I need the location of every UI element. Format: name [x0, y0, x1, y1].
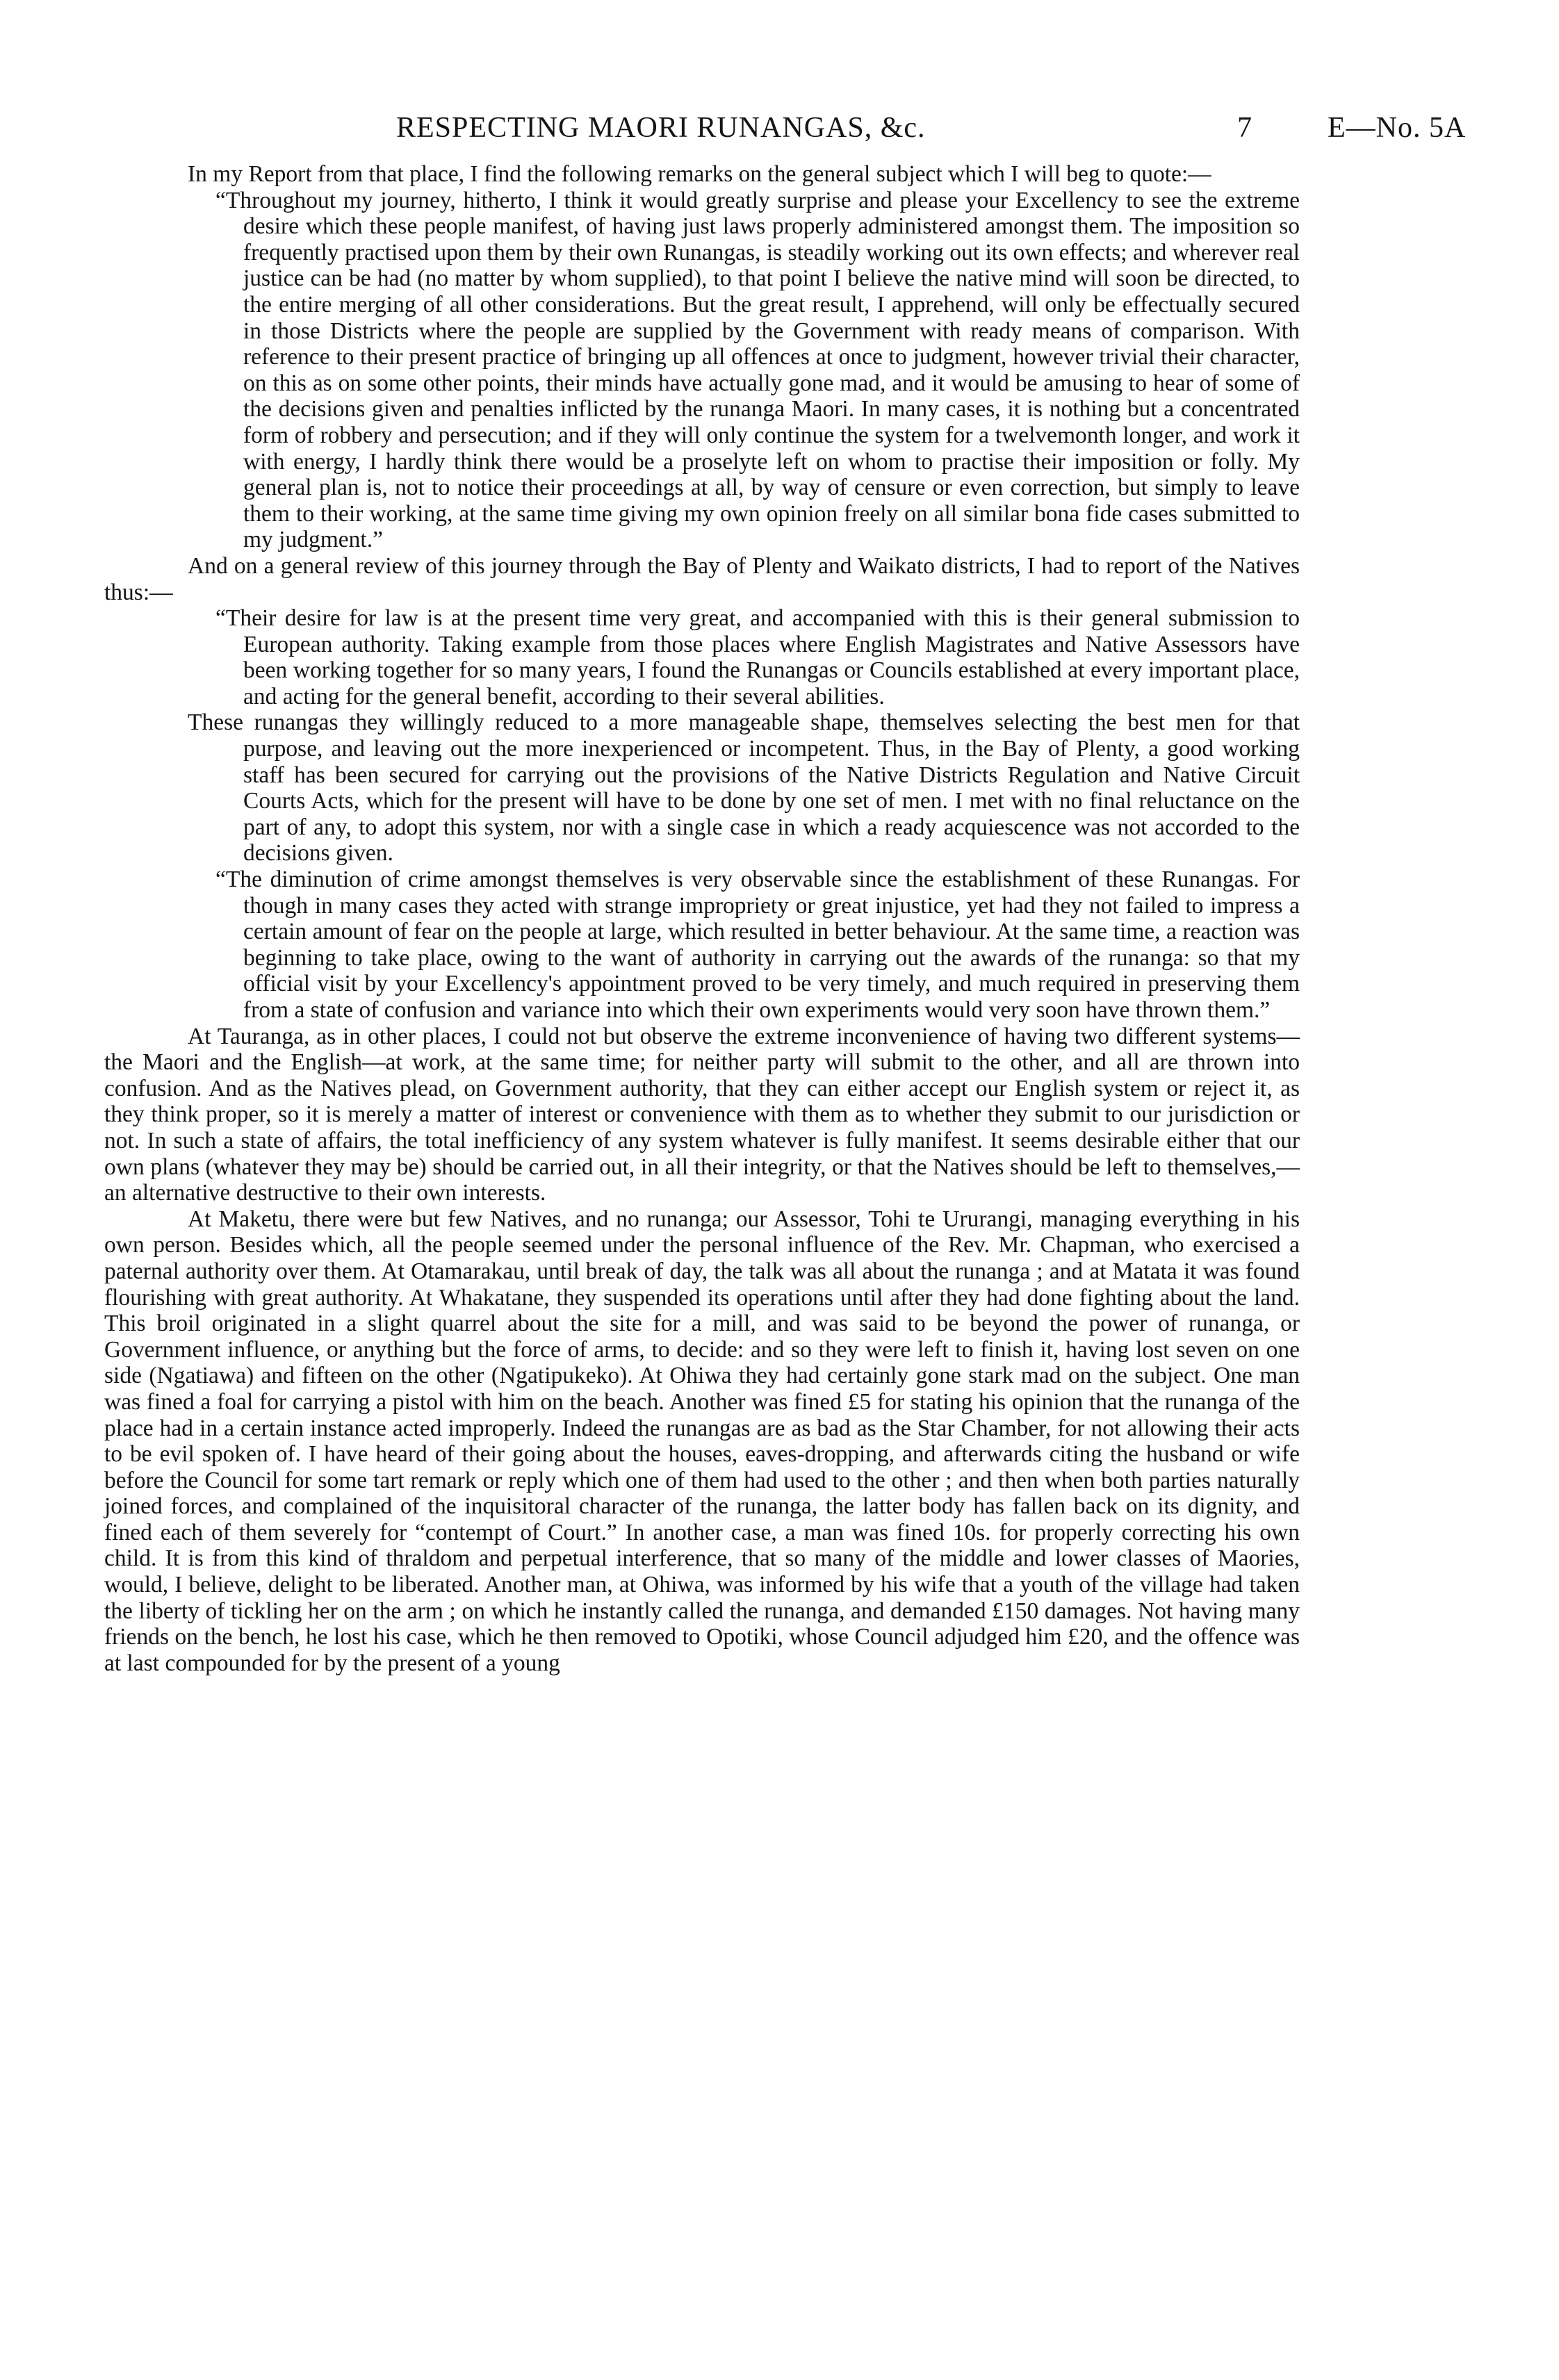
quoted-paragraph: “Their desire for law is at the present time very great, and accompanied with this is their general submission to European authority. Taking example from those places where English Magistrates and Native Assessors have been working together for so many years, I found the Runangas or Councils established at every important place, and acting for the general benefit, according to their several abilities. — [215, 605, 1300, 709]
document-body — [104, 161, 1300, 1676]
paragraph: At Maketu, there were but few Natives, and no runanga; our Assessor, Tohi te Ururangi, managing everything in his own person. Besides which, all the people seemed under the personal influence of the Rev. Mr. Chapman, who exercised a paternal authority over them. At Otamarakau, until break of day, the talk was all about the runanga ; and at Matata it was found flourishing with great authority. At Whakatane, they suspended its operations until after they had done fighting about the land. This broil originated in a slight quarrel about the site for a mill, and was said to be beyond the power of runanga, or Government influence, or anything but the force of arms, to decide: and so they were left to finish it, having lost seven on one side (Ngatiawa) and fifteen on the other (Ngatipukeko). At Ohiwa they had certainly gone stark mad on the subject. One man was fined a foal for carrying a pistol with him on the beach. Another was fined £5 for stating his opinion that the runanga of the place had in a certain instance acted improperly. Indeed the runangas are as bad as the Star Chamber, for not allowing their acts to be evil spoken of. I have heard of their going about the houses, eaves-dropping, and afterwards citing the husband or wife before the Council for some tart remark or reply which one of them had used to the other ; and then when both parties naturally joined forces, and complained of the inquisitoral character of the runanga, the latter body has fallen back on its dignity, and fined each of them severely for “contempt of Court.” In another case, a man was fined 10s. for properly correcting his own child. It is from this kind of thraldom and perpetual interference, that so many of the middle and lower classes of Maories, would, I believe, delight to be liberated. Another man, at Ohiwa, was informed by his wife that a youth of the village had taken the liberty of tickling her on the arm ; on which he instantly called the runanga, and demanded £150 damages. Not having many friends on the bench, he lost his case, which he then removed to Opotiki, whose Council adjudged him £20, and the offence was at last compounded for by the present of a young — [104, 1206, 1300, 1676]
running-title: RESPECTING MAORI RUNANGAS, &c. — [396, 112, 926, 144]
page-header — [104, 104, 1467, 146]
quoted-paragraph: “Throughout my journey, hitherto, I think it would greatly surprise and please your Excellency to see the extreme desire which these people manifest, of having just laws properly administered amongst them. The imposition so frequently practised upon them by their own Runangas, is steadily working out its own effects; and wherever real justice can be had (no matter by whom supplied), to that point I believe the native mind will soon be directed, to the entire merging of all other considerations. But the great result, I apprehend, will only be effectually secured in those Districts where the people are supplied by the Government with ready means of comparison. With reference to their present practice of bringing up all offences at once to judgment, however trivial their character, on this as on some other points, their minds have actually gone mad, and it would be amusing to hear of some of the decisions given and penalties inflicted by the runanga Maori. In many cases, it is nothing but a concentrated form of robbery and persecution; and if they will only continue the system for a twelvemonth longer, and work it with energy, I hardly think there would be a proselyte left on whom to practise their imposition or folly. My general plan is, not to notice their proceedings at all, by way of censure or even correction, but simply to leave them to their working, at the same time giving my own opinion freely on all similar bona fide cases submitted to my judgment.” — [215, 187, 1300, 553]
page-number: 7 — [1237, 112, 1252, 144]
quoted-paragraph: These runangas they willingly reduced to a more manageable shape, themselves selecting the best men for that purpose, and leaving out the more inexperienced or incompetent. Thus, in the Bay of Plenty, a good working staff has been secured for carrying out the provisions of the Native Districts Regulation and Native Circuit Courts Acts, which for the present will have to be done by one set of men. I met with no final reluctance on the part of any, to adopt this system, nor with a single case in which a ready acquiescence was not accorded to the decisions given. — [188, 709, 1300, 867]
paragraph: At Tauranga, as in other places, I could not but observe the extreme inconvenience of having two different systems—the Maori and the English—at work, at the same time; for neither party will submit to the other, and all are thrown into confusion. And as the Natives plead, on Government authority, that they can either accept our English system or reject it, as they think proper, so it is merely a matter of interest or convenience with them as to whether they submit to our jurisdiction or not. In such a state of affairs, the total inefficiency of any system whatever is fully manifest. It seems desirable either that our own plans (whatever they may be) should be carried out, in all their integrity, or that the Natives should be left to themselves,—an alternative destructive to their own interests. — [104, 1023, 1300, 1206]
document-page — [104, 104, 1467, 1676]
document-reference: E—No. 5A — [1328, 112, 1467, 144]
paragraph: In my Report from that place, I find the following remarks on the general subject which I will beg to quote:— — [188, 161, 1211, 187]
paragraph: And on a general review of this journey through the Bay of Plenty and Waikato districts, I had to report of the Natives thus:— — [104, 552, 1300, 605]
quoted-paragraph: “The diminution of crime amongst themselves is very observable since the establishment of these Runangas. For though in many cases they acted with strange impropriety or great injustice, yet had they not failed to impress a certain amount of fear on the people at large, which resulted in better behaviour. At the same time, a reaction was beginning to take place, owing to the want of authority in carrying out the awards of the runanga: so that my official visit by your Excellency's appointment proved to be very timely, and much required in preserving them from a state of confusion and variance into which their own experiments would very soon have thrown them.” — [215, 867, 1300, 1023]
